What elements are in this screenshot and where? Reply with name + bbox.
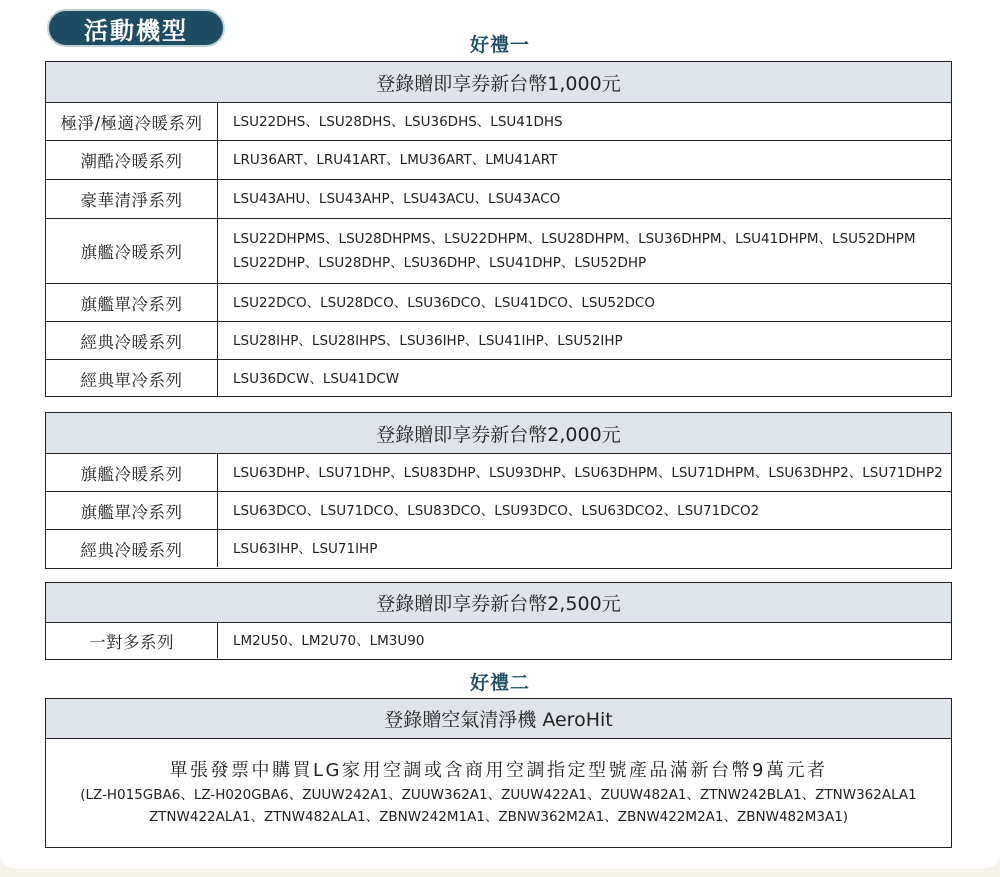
table-row	[46, 530, 951, 567]
series-name: 旗艦冷暖系列	[46, 454, 218, 491]
series-name: 旗艦冷暖系列	[46, 219, 218, 283]
model-list: LSU22DHP、LSU28DHP、LSU36DHP、LSU41DHP、LSU52DHP	[233, 255, 647, 271]
series-name: 旗艦單冷系列	[46, 492, 218, 529]
model-list: LSU63IHP、LSU71IHP	[233, 540, 378, 557]
gift-two-models-line-2: ZTNW422ALA1、ZTNW482ALA1、ZBNW242M1A1、ZBNW362M2A1、ZBNW422M2A1、ZBNW482M3A1)	[148, 808, 849, 825]
gift-one-title: 好禮一	[469, 34, 530, 56]
series-name: 經典冷暖系列	[46, 322, 218, 359]
model-list: LSU28IHP、LSU28IHPS、LSU36IHP、LSU41IHP、LSU52IHP	[233, 332, 623, 349]
series-name: 旗艦單冷系列	[46, 284, 218, 321]
series-name: 經典單冷系列	[46, 360, 218, 397]
table-row	[46, 219, 951, 284]
table-row	[46, 141, 951, 180]
gift-two-header: 登錄贈空氣清淨機 AeroHit	[46, 699, 951, 739]
tier-2000-table	[45, 412, 952, 569]
table-row	[46, 360, 951, 397]
model-list: LSU36DCW、LSU41DCW	[233, 370, 400, 387]
model-list: LM2U50、LM2U70、LM3U90	[233, 632, 425, 649]
series-name: 潮酷冷暖系列	[46, 141, 218, 179]
table-row	[46, 322, 951, 360]
table-row	[46, 284, 951, 322]
series-name: 經典冷暖系列	[46, 530, 218, 567]
tier-2500-header: 登錄贈即享券新台幣2,500元	[46, 583, 951, 623]
table-row	[46, 623, 951, 658]
model-list: LSU22DHS、LSU28DHS、LSU36DHS、LSU41DHS	[233, 113, 563, 130]
model-list: LSU63DCO、LSU71DCO、LSU83DCO、LSU93DCO、LSU63DCO2、LSU71DCO2	[233, 502, 760, 519]
event-models-badge: 活動機型	[47, 9, 225, 47]
series-name: 豪華清淨系列	[46, 180, 218, 218]
gift-two-condition: 單張發票中購買LG家用空調或含商用空調指定型號產品滿新台幣9萬元者	[169, 759, 828, 781]
gift-two-table	[45, 698, 952, 848]
tier-2500-table	[45, 582, 952, 660]
table-row	[46, 492, 951, 530]
tier-2000-header: 登錄贈即享券新台幣2,000元	[46, 413, 951, 454]
table-row	[46, 103, 951, 141]
gift-two-models-line-1: (LZ-H015GBA6、LZ-H020GBA6、ZUUW242A1、ZUUW362A1、ZUUW422A1、ZUUW482A1、ZTNW242BLA1、ZTNW362ALA1	[80, 786, 917, 803]
gift-two-body	[46, 739, 951, 846]
tier-1000-table	[45, 61, 952, 397]
model-list: LSU22DHPMS、LSU28DHPMS、LSU22DHPM、LSU28DHPM、LSU36DHPM、LSU41DHPM、LSU52DHPM	[233, 231, 916, 247]
model-list: LRU36ART、LRU41ART、LMU36ART、LMU41ART	[233, 152, 558, 168]
tier-1000-header: 登錄贈即享券新台幣1,000元	[46, 62, 951, 103]
table-row	[46, 180, 951, 219]
model-list: LSU22DCO、LSU28DCO、LSU36DCO、LSU41DCO、LSU52DCO	[233, 294, 655, 311]
series-name: 極淨/極適冷暖系列	[46, 103, 218, 140]
gift-two-title: 好禮二	[469, 672, 530, 694]
table-row	[46, 454, 951, 492]
model-list: LSU63DHP、LSU71DHP、LSU83DHP、LSU93DHP、LSU63DHPM、LSU71DHPM、LSU63DHP2、LSU71DHP2	[233, 464, 943, 481]
series-name: 一對多系列	[46, 623, 218, 658]
model-list: LSU43AHU、LSU43AHP、LSU43ACU、LSU43ACO	[233, 191, 561, 207]
